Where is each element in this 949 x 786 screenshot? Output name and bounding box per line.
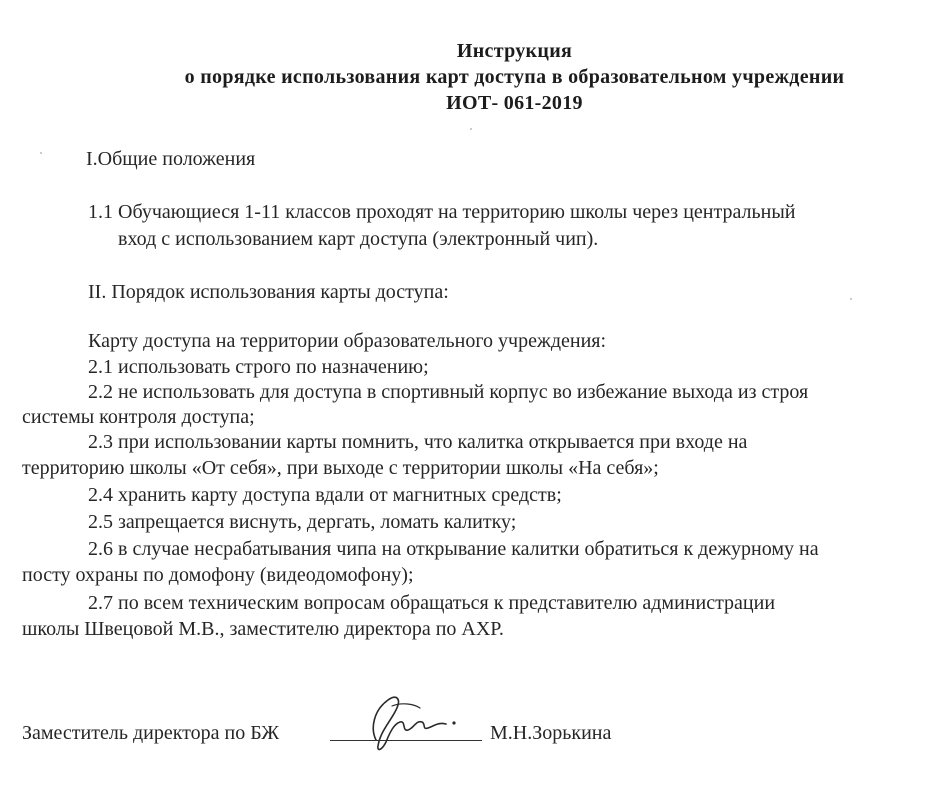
handwritten-signature-icon xyxy=(362,688,492,758)
item-2-7-line-2: школы Швецовой М.В., заместителю директора по АХР. xyxy=(22,618,504,640)
item-2-4: 2.4 хранить карту доступа вдали от магнитных средств; xyxy=(88,484,562,506)
scan-speck xyxy=(850,298,852,300)
item-1-1-line-1: 1.1 Обучающиеся 1-11 классов проходят на территорию школы через центральный xyxy=(88,201,796,223)
scan-speck xyxy=(470,128,472,130)
item-2-2-line-1: 2.2 не использовать для доступа в спортивный корпус во избежание выхода из строя xyxy=(88,381,809,403)
item-2-3-line-2: территорию школы «От себя», при выходе с территории школы «На себя»; xyxy=(22,457,659,479)
document-subtitle: о порядке использования карт доступа в образовательном учреждении xyxy=(184,66,845,88)
item-2-1: 2.1 использовать строго по назначению; xyxy=(88,356,429,378)
document-title: Инструкция xyxy=(456,40,573,62)
item-2-6-line-1: 2.6 в случае несрабатывания чипа на открывание калитки обратиться к дежурному на xyxy=(88,538,819,560)
item-2-7-line-1: 2.7 по всем техническим вопросам обращаться к представителю администрации xyxy=(88,592,776,614)
item-2-2-line-2: системы контроля доступа; xyxy=(22,406,255,428)
signatory-name: М.Н.Зорькина xyxy=(490,722,612,744)
item-2-5: 2.5 запрещается виснуть, дергать, ломать калитку; xyxy=(88,511,517,533)
section-2-intro: Карту доступа на территории образовательного учреждения: xyxy=(88,330,607,352)
section-1-heading: I.Общие положения xyxy=(86,148,256,170)
section-2-heading: II. Порядок использования карты доступа: xyxy=(88,281,449,303)
item-2-6-line-2: посту охраны по домофону (видеодомофону); xyxy=(22,564,414,586)
document-code: ИОТ- 061-2019 xyxy=(446,92,583,114)
item-2-3-line-1: 2.3 при использовании карты помнить, что калитка открывается при входе на xyxy=(88,431,748,453)
item-1-1-line-2: вход с использованием карт доступа (электронный чип). xyxy=(118,228,599,250)
scan-speck xyxy=(40,152,42,154)
signatory-position: Заместитель директора по БЖ xyxy=(22,722,280,744)
